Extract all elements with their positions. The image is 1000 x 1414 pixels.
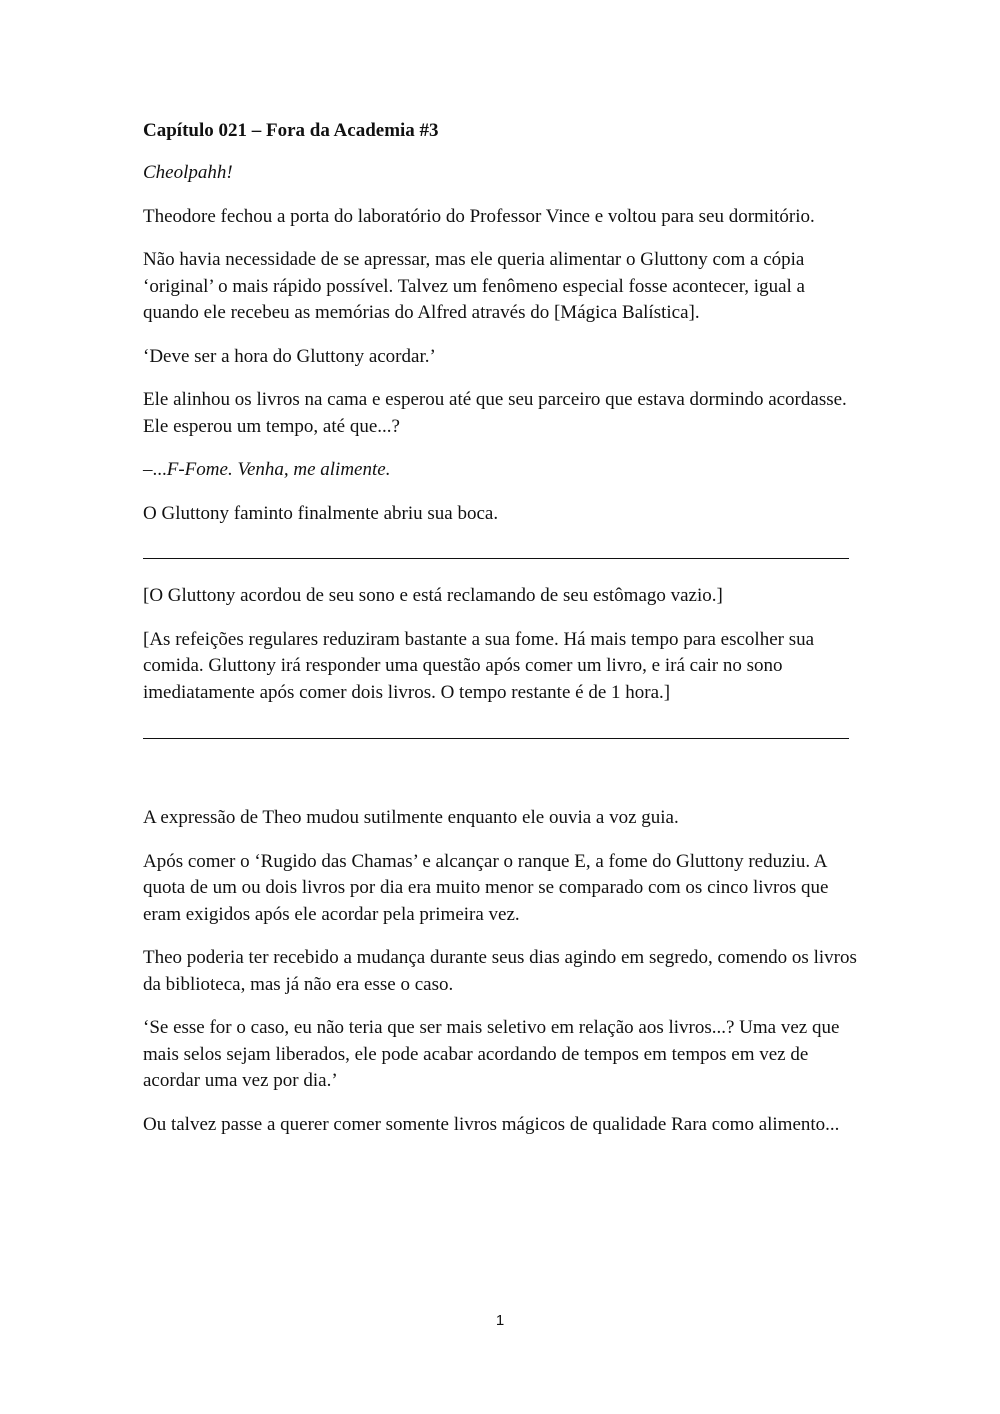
speech-paragraph	[143, 457, 863, 484]
body-paragraph: Theo poderia ter recebido a mudança durante seus dias agindo em segredo, comendo os livros da biblioteca, mas já não era esse o caso.	[143, 947, 857, 995]
page-number: 1	[495, 1312, 505, 1329]
body-paragraph: Ou talvez passe a querer comer somente livros mágicos de qualidade Rara como alimento...	[143, 1113, 840, 1135]
page-content	[143, 117, 863, 1155]
body-paragraph: O Gluttony faminto finalmente abriu sua boca.	[143, 502, 499, 524]
divider-bottom	[143, 738, 849, 739]
body-paragraph: A expressão de Theo mudou sutilmente enquanto ele ouvia a voz guia.	[143, 807, 679, 828]
system-message: [As refeições regulares reduziram bastante a sua fome. Há mais tempo para escolher sua comida. Gluttony irá responder uma questão após comer um livro, e irá cair no sono imediatamente após comer dois livros. O tempo restante é de 1 hora.]	[143, 628, 815, 703]
body-paragraph: Após comer o ‘Rugido das Chamas’ e alcançar o ranque E, a fome do Gluttony reduziu. A quota de um ou dois livros por dia era muito menor se comparado com os cinco livros que eram exigidos após ele acordar pela primeira vez.	[143, 850, 829, 925]
body-paragraph: Ele alinhou os livros na cama e esperou até que seu parceiro que estava dormindo acordasse. Ele esperou um tempo, até que...?	[143, 389, 847, 437]
thought-paragraph: ‘Se esse for o caso, eu não teria que ser mais seletivo em relação aos livros...? Uma vez que mais selos sejam liberados, ele pode acabar acordando de tempos em tempos em vez de acordar uma vez por dia.’	[143, 1017, 840, 1091]
chapter-title: Capítulo 021 – Fora da Academia #3	[143, 120, 439, 141]
speech-dash: –...	[143, 459, 167, 480]
divider-top	[143, 558, 849, 559]
thought-paragraph: ‘Deve ser a hora do Gluttony acordar.’	[143, 345, 436, 367]
speech-text: F-Fome. Venha, me alimente.	[166, 459, 391, 480]
system-message: [O Gluttony acordou de seu sono e está reclamando de seu estômago vazio.]	[143, 585, 723, 606]
body-paragraph: Não havia necessidade de se apressar, mas ele queria alimentar o Gluttony com a cópia ‘original’ o mais rápido possível. Talvez um fenômeno especial fosse acontecer, igual a quando ele recebeu as memórias do Alfred através do [Mágica Balística].	[143, 249, 805, 323]
sound-effect-paragraph: Cheolpahh!	[143, 162, 233, 183]
body-paragraph: Theodore fechou a porta do laboratório do Professor Vince e voltou para seu dormitório.	[143, 205, 815, 227]
